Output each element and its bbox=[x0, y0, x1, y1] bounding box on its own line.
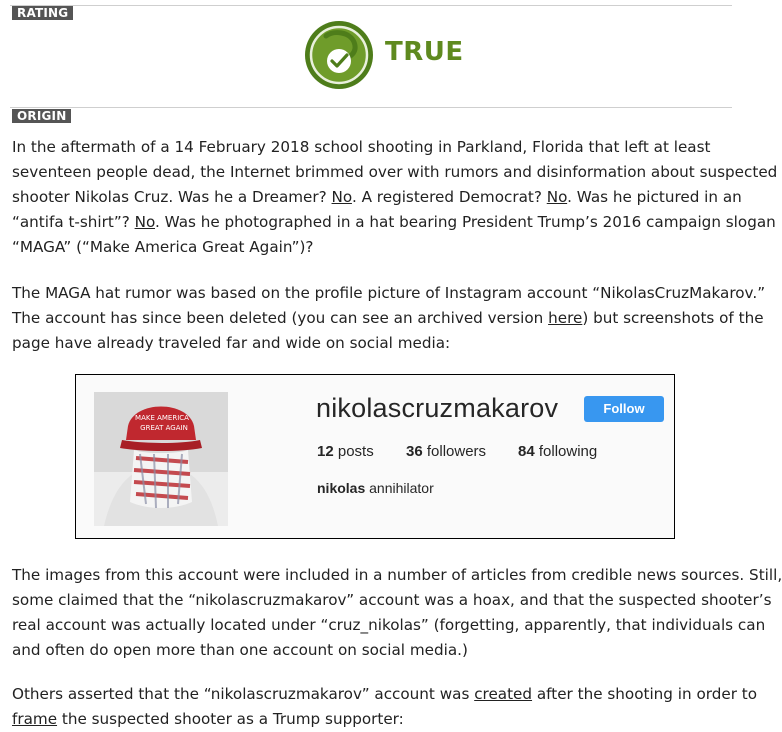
verdict-label: TRUE bbox=[385, 37, 464, 67]
paragraph-1-line: In the aftermath of a 14 February 2018 school shooting in Parkland, Florida that left at least bbox=[12, 138, 711, 156]
posts-stat bbox=[317, 443, 374, 460]
paragraph-2-line: page have already traveled far and wide on social media: bbox=[12, 334, 451, 352]
paragraph-1-line bbox=[12, 210, 776, 235]
bio-name: nikolas bbox=[317, 480, 366, 496]
frame-link[interactable]: frame bbox=[12, 710, 58, 728]
paragraph-1-line bbox=[12, 185, 742, 210]
text-span: . Was he photographed in a hat bearing President Trump’s 2016 campaign slogan bbox=[155, 213, 776, 231]
paragraph-4-line bbox=[12, 707, 736, 732]
paragraph-2-line: The MAGA hat rumor was based on the profile picture of Instagram account “NikolasCruzMakarov.” bbox=[12, 284, 766, 302]
origin-section-label: ORIGIN bbox=[12, 109, 71, 123]
paragraph-1-line: seventeen people dead, the Internet brimmed over with rumors and disinformation about suspected bbox=[12, 163, 778, 181]
followers-count: 36 bbox=[406, 443, 423, 460]
paragraph-4 bbox=[12, 682, 758, 732]
following-label: following bbox=[534, 443, 598, 460]
profile-photo-image bbox=[94, 392, 228, 526]
created-link[interactable]: created bbox=[474, 685, 533, 703]
followers-stat[interactable] bbox=[406, 443, 486, 460]
text-span: ) but screenshots of the bbox=[582, 309, 764, 327]
bio-text: annihilator bbox=[365, 480, 434, 496]
text-span: after the shooting in order to bbox=[532, 685, 758, 703]
text-span: . Was he pictured in an bbox=[567, 188, 742, 206]
text-span: . A registered Democrat? bbox=[351, 188, 547, 206]
rating-section-label: RATING bbox=[12, 6, 73, 20]
paragraph-1-line: “MAGA” (“Make America Great Again”)? bbox=[12, 238, 314, 256]
paragraph-3-line: some claimed that the “nikolascruzmakarov” account was a hoax, and that the suspected shooter’s bbox=[12, 591, 772, 609]
followers-label: followers bbox=[422, 443, 487, 460]
text-span: “antifa t-shirt”? bbox=[12, 213, 135, 231]
checkmark-icon bbox=[304, 20, 374, 90]
hat-text-line-1: MAKE AMERICA bbox=[135, 414, 189, 422]
hat-text-line-2: GREAT AGAIN bbox=[140, 424, 188, 432]
text-span: shooter Nikolas Cruz. Was he a Dreamer? bbox=[12, 188, 332, 206]
following-stat[interactable] bbox=[518, 443, 597, 460]
paragraph-3-line: and often do open more than one account on social media.) bbox=[12, 641, 468, 659]
instagram-profile-screenshot bbox=[75, 374, 675, 539]
posts-count: 12 bbox=[317, 443, 334, 460]
paragraph-3-line: real account was actually located under “cruz_nikolas” (forgetting, apparently, that individuals can bbox=[12, 616, 766, 634]
paragraph-2 bbox=[12, 281, 766, 356]
paragraph-3 bbox=[12, 563, 782, 663]
origin-top-rule bbox=[10, 107, 732, 108]
avatar bbox=[94, 392, 228, 526]
no-link-democrat[interactable]: No bbox=[546, 188, 568, 206]
profile-bio bbox=[317, 480, 434, 496]
no-link-dreamer[interactable]: No bbox=[331, 188, 352, 206]
follow-button[interactable]: Follow bbox=[584, 396, 664, 422]
text-span: the suspected shooter as a Trump supporter: bbox=[57, 710, 404, 728]
no-link-antifa[interactable]: No bbox=[134, 213, 155, 231]
text-span: Others asserted that the “nikolascruzmakarov” account was bbox=[12, 685, 475, 703]
rating-top-rule bbox=[10, 5, 732, 6]
posts-label: posts bbox=[333, 443, 374, 460]
paragraph-2-line bbox=[12, 306, 764, 331]
paragraph-3-line: The images from this account were included in a number of articles from credible news sources. Still, bbox=[12, 566, 782, 584]
archived-version-link[interactable]: here bbox=[548, 309, 583, 327]
following-count: 84 bbox=[518, 443, 535, 460]
paragraph-4-line bbox=[12, 682, 758, 707]
paragraph-1 bbox=[12, 135, 778, 260]
rating-verdict bbox=[304, 20, 464, 90]
text-span: The account has since been deleted (you can see an archived version bbox=[12, 309, 549, 327]
instagram-username: nikolascruzmakarov bbox=[316, 393, 559, 423]
